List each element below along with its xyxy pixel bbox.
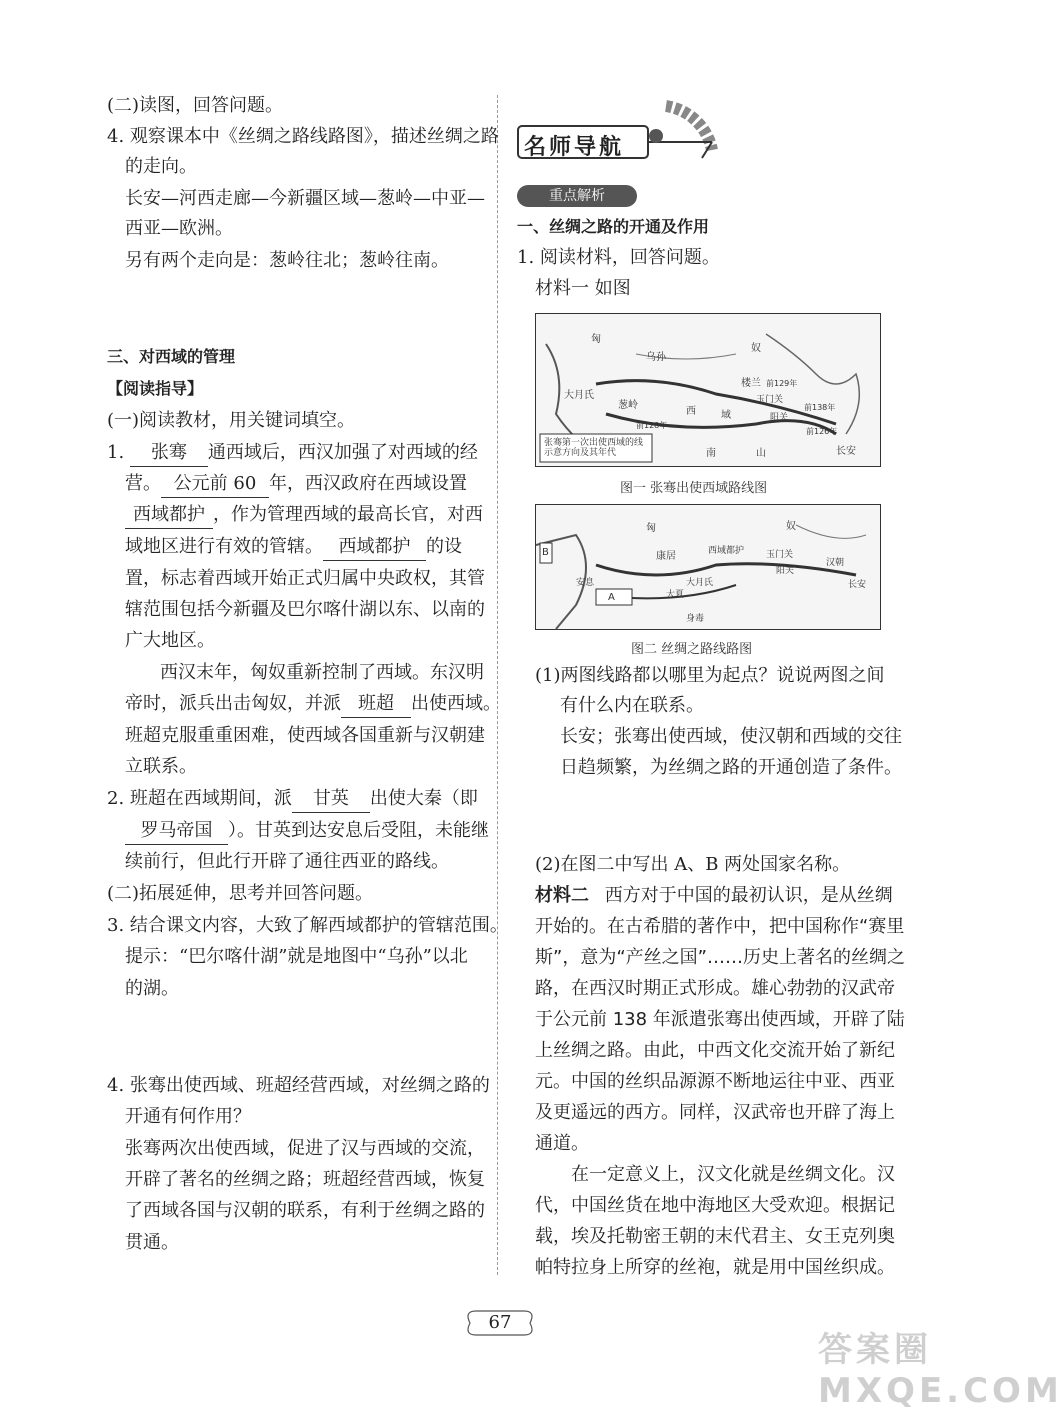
answer-line: 张骞两次出使西域，促进了汉与西域的交流， — [125, 1138, 485, 1159]
map-label: 大月氏 — [564, 390, 594, 401]
paragraph-text: 置，标志着西域开始正式归属中央政权，其管 — [125, 568, 485, 589]
map-label: 域 — [721, 410, 731, 421]
map-label: 奴 — [786, 521, 796, 532]
map-marker-b: B — [542, 547, 549, 558]
reading-guide-label: 【阅读指导】 — [107, 379, 204, 398]
paragraph-text: 营。 — [125, 473, 161, 494]
paragraph-text: 续前行，但此行开辟了通往西亚的路线。 — [125, 851, 449, 872]
answer-line: 另有两个走向是：葱岭往北；葱岭往南。 — [125, 250, 449, 271]
fill-blank: 甘英 — [292, 786, 370, 813]
item-number: 1. — [107, 442, 125, 463]
section-3-title: 三、对西域的管理 — [107, 347, 236, 366]
silk-road-map — [535, 504, 881, 630]
answer-line: 长安；张骞出使西域，使汉朝和西域的交往 — [560, 726, 902, 747]
map-label: 西域都护 — [708, 546, 745, 556]
paragraph-text: ，作为管理西域的最高长官，对西 — [213, 504, 483, 525]
paragraph-text: 出使西域。 — [411, 693, 501, 714]
watermark: 答案圈 MXQE.COM — [818, 1330, 1063, 1411]
zhang-qian-route-map — [535, 313, 881, 467]
material-2-text: 路，在西汉时期正式形成。雄心勃勃的汉武帝 — [535, 978, 895, 999]
map-label: 山 — [756, 448, 766, 459]
map-label: 康居 — [656, 551, 676, 562]
hint-text: 提示：“巴尔喀什湖”就是地图中“乌孙”以北 — [125, 946, 468, 967]
map-label: 长安 — [836, 446, 856, 457]
section-2-heading: (二)读图，回答问题。 — [107, 95, 284, 116]
section-1-title: 一、丝绸之路的开通及作用 — [517, 217, 710, 236]
sub-heading: (二)拓展延伸，思考并回答问题。 — [107, 883, 374, 904]
map-label: 匈 — [646, 523, 656, 534]
map-label: 长安 — [848, 580, 867, 590]
fill-blank: 张骞 — [130, 440, 208, 467]
answer-line: 日趋频繁，为丝绸之路的开通创造了条件。 — [560, 757, 902, 778]
paragraph-text: 的设 — [426, 536, 462, 557]
fill-blank: 西域都护 — [125, 502, 213, 529]
page-number: 67 — [488, 1312, 512, 1333]
material-2-text: 元。中国的丝织品源源不断地运往中亚、西亚 — [535, 1071, 895, 1092]
material-2-text: 帕特拉身上所穿的丝袍，就是用中国丝织成。 — [535, 1257, 895, 1278]
hint-text: 的湖。 — [125, 978, 179, 999]
section-logo — [516, 100, 716, 162]
map-label: 葱岭 — [618, 400, 638, 411]
question-4-text: 4. 观察课本中《丝绸之路线路图》，描述丝绸之路 — [107, 126, 499, 147]
material-2-text: 西方对于中国的最初认识，是从丝绸 — [604, 885, 893, 906]
map-label: 乌孙 — [646, 352, 666, 363]
paragraph-text: 帝时，派兵出击匈奴，并派 — [125, 693, 341, 714]
map-label: 汉朝 — [826, 558, 845, 568]
map-legend: 张骞第一次出使西域的线示意方向及其年代 — [544, 438, 644, 458]
answer-line: 长安—河西走廊—今新疆区域—葱岭—中亚— — [125, 188, 485, 209]
map-label: 奴 — [751, 343, 761, 354]
map-label: 身毒 — [686, 614, 705, 624]
map-label: 玉门关 — [766, 550, 794, 560]
paragraph-text: 域地区进行有效的管辖。 — [125, 536, 323, 557]
map-label: 大月氏 — [686, 578, 714, 588]
paragraph-text: 立联系。 — [125, 756, 197, 777]
paragraph-text: 通西域后，西汉加强了对西域的经 — [207, 442, 478, 463]
material-2-text: 于公元前 138 年派遣张骞出使西域，开辟了陆 — [535, 1009, 905, 1030]
material-2-text: 在一定意义上，汉文化就是丝绸文化。汉 — [571, 1164, 895, 1185]
question-1-1-text: (1)两图线路都以哪里为起点？说说两图之间 — [535, 665, 885, 686]
fill-blank: 罗马帝国 — [125, 818, 228, 845]
map-label: 前126年 — [806, 427, 838, 436]
material-2-text: 上丝绸之路。由此，中西文化交流开始了新纪 — [535, 1040, 895, 1061]
map-label: 匈 — [591, 334, 601, 345]
paragraph-text: 辖范围包括今新疆及巴尔喀什湖以东、以南的 — [125, 599, 485, 620]
material-2-text: 及更遥远的西方。同样，汉武帝也开辟了海上 — [535, 1102, 895, 1123]
material-1-label: 材料一 如图 — [535, 278, 631, 299]
material-2-text: 载，埃及托勒密王朝的末代君主、女王克列奥 — [535, 1226, 895, 1247]
question-4-text-cont: 的走向。 — [125, 156, 197, 177]
paragraph-text: 出使大秦（即 — [369, 788, 478, 809]
paragraph-text: 班超克服重重困难，使西域各国重新与汉朝建 — [125, 725, 485, 746]
column-divider — [497, 95, 498, 1275]
material-2-text: 代，中国丝货在地中海地区大受欢迎。根据记 — [535, 1195, 895, 1216]
map-label: 阳关 — [770, 413, 789, 423]
answer-line: 了西域各国与汉朝的联系，有利于丝绸之路的 — [125, 1200, 485, 1221]
logo-text: 名师导航 — [524, 135, 625, 160]
question-4b-text: 4. 张骞出使西域、班超经营西域，对丝绸之路的 — [107, 1075, 490, 1096]
map-label: 安息 — [576, 578, 595, 588]
paragraph-text: ）。甘英到达安息后受阻，未能继 — [228, 820, 489, 841]
map-marker-a: A — [608, 592, 615, 603]
material-2-label: 材料二 — [535, 885, 589, 906]
map-label: 阳关 — [776, 566, 795, 576]
map-label: 南 — [706, 448, 716, 459]
map-label: 玉门关 — [756, 395, 784, 405]
map-label: 前128年 — [636, 421, 668, 430]
paragraph-text: 西汉末年，匈奴重新控制了西域。东汉明 — [160, 662, 484, 683]
map-label: 西 — [686, 406, 696, 417]
question-3-text: 3. 结合课文内容，大致了解西域都护的管辖范围。 — [107, 915, 508, 936]
question-1-1-text-cont: 有什么内在联系。 — [560, 695, 704, 716]
answer-line: 开辟了著名的丝绸之路；班超经营西域，恢复 — [125, 1169, 485, 1190]
fill-blank: 班超 — [341, 691, 411, 718]
paragraph-text: 广大地区。 — [125, 630, 215, 651]
sub-heading: (一)阅读教材，用关键词填空。 — [107, 410, 356, 431]
question-1-2-text: (2)在图二中写出 A、B 两处国家名称。 — [535, 854, 851, 875]
fill-blank: 西域都护 — [323, 534, 426, 561]
map-label: 前138年 — [804, 403, 836, 412]
fill-blank: 公元前 60 — [161, 471, 269, 498]
question-1-text: 1. 阅读材料，回答问题。 — [517, 247, 720, 268]
paragraph-text: 2. 班超在西域期间，派 — [107, 788, 292, 809]
answer-line: 贯通。 — [125, 1232, 179, 1253]
question-4b-text-cont: 开通有何作用？ — [125, 1106, 251, 1127]
map-1-caption: 图一 张骞出使西域路线图 — [620, 481, 768, 496]
map-2-caption: 图二 丝绸之路线路图 — [631, 642, 753, 657]
map-label: 楼兰 — [741, 378, 761, 389]
key-analysis-badge: 重点解析 — [517, 185, 637, 207]
map-label: 大夏 — [666, 590, 685, 600]
page-number-badge — [462, 1305, 538, 1341]
material-2-text: 通道。 — [535, 1133, 589, 1154]
answer-line: 西亚—欧洲。 — [125, 218, 233, 239]
material-2-text: 开始的。在古希腊的著作中，把中国称作“赛里 — [535, 916, 905, 937]
paragraph-text: 年，西汉政府在西域设置 — [269, 473, 467, 494]
map-label: 前129年 — [766, 379, 798, 388]
material-2-text: 斯”，意为“产丝之国”……历史上著名的丝绸之 — [535, 947, 905, 968]
